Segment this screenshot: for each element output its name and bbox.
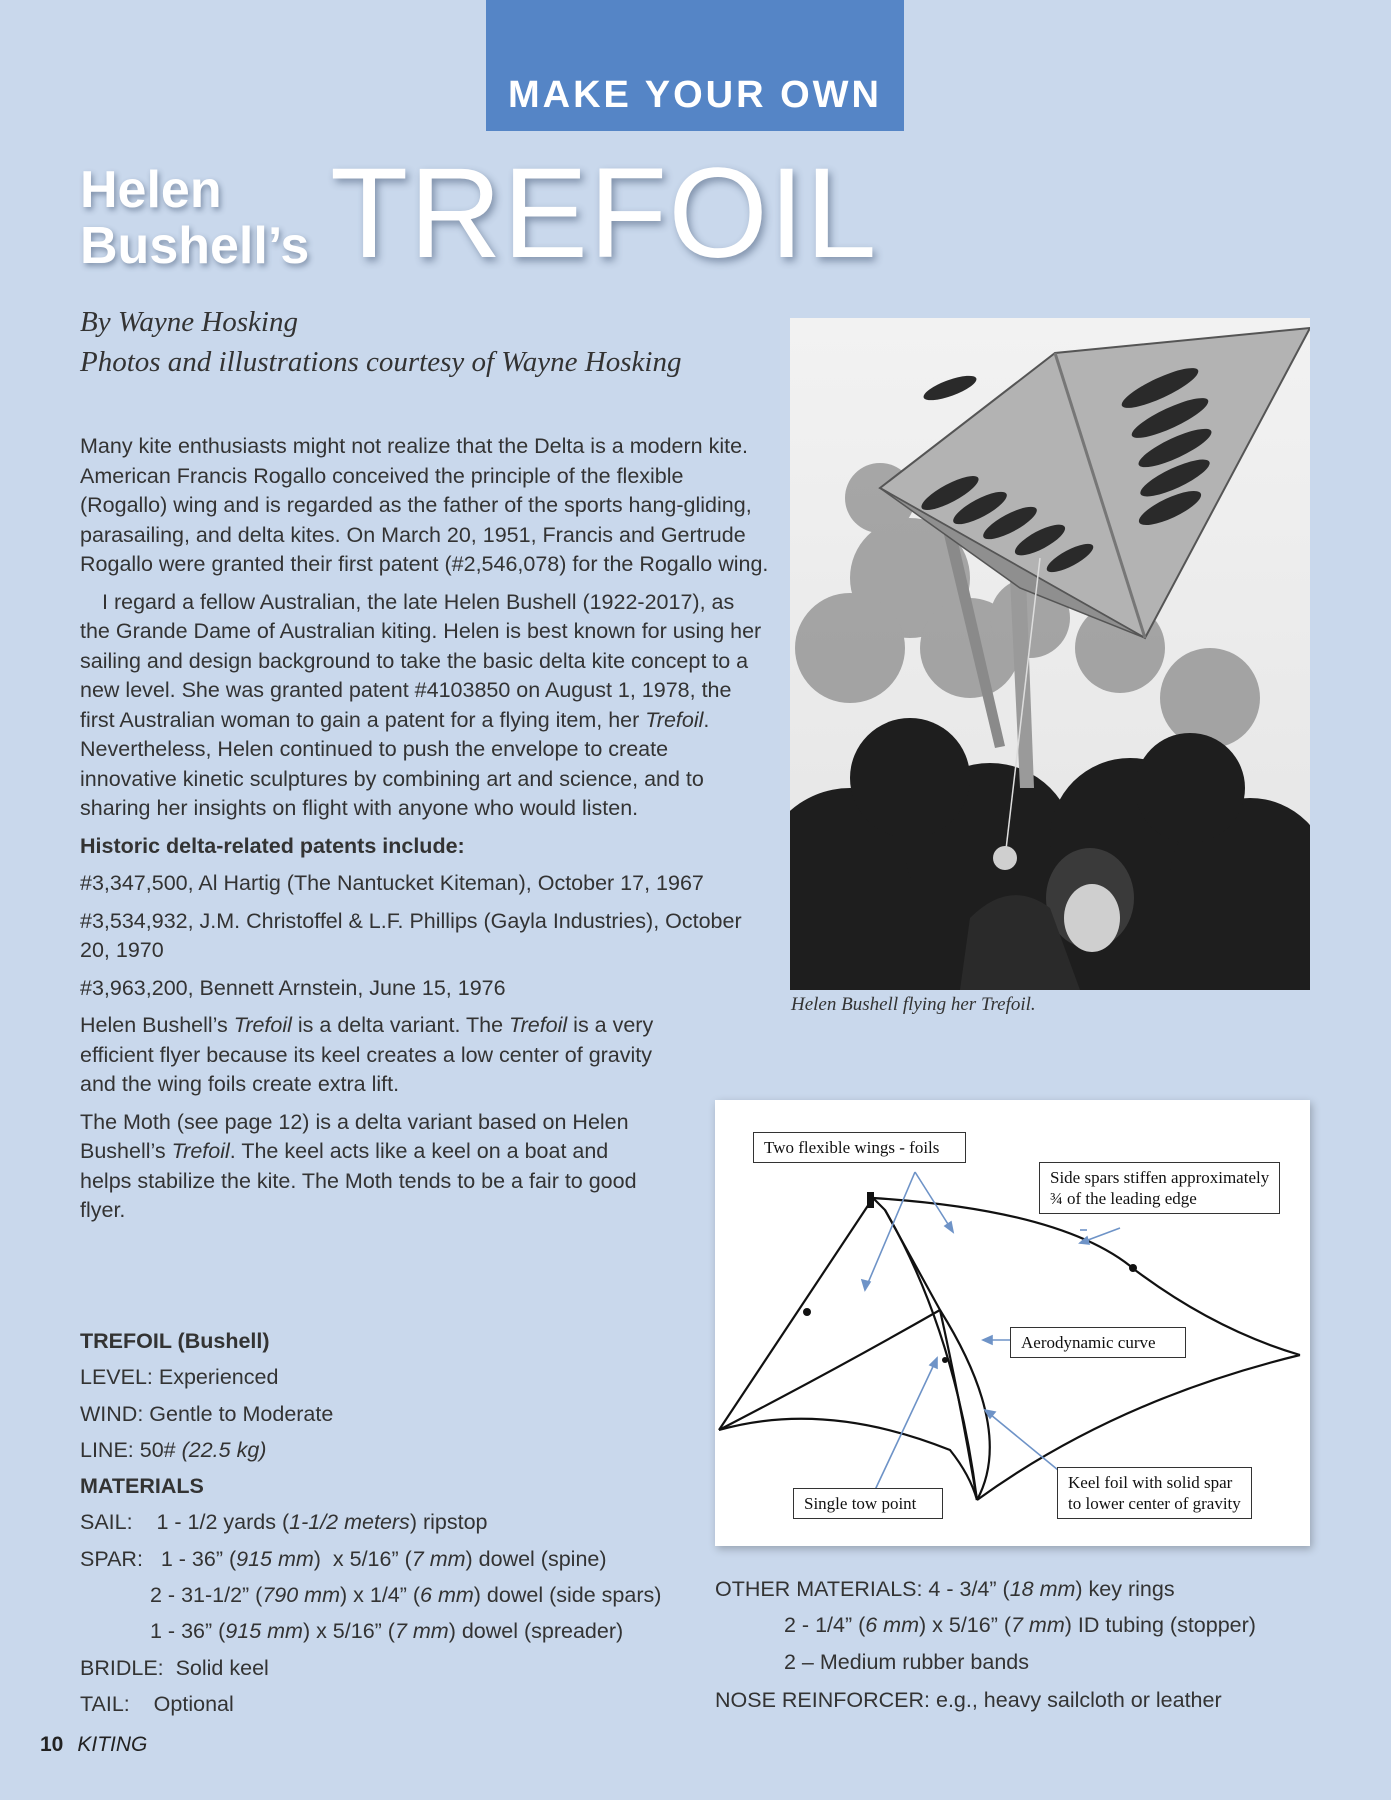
sail-text-a: SAIL: 1 - 1/2 yards (	[80, 1510, 290, 1535]
other2-text-c: ) ID tubing (stopper)	[1064, 1613, 1256, 1638]
other-nose-reinforcer: NOSE REINFORCER: e.g., heavy sailcloth or leather	[715, 1687, 1222, 1712]
spar2-metric-2: 6 mm	[420, 1583, 474, 1608]
diagram-label-curve: Aerodynamic curve	[1010, 1327, 1186, 1358]
other-key-rings	[715, 1571, 1375, 1607]
keel-line-2: to lower center of gravity	[1068, 1494, 1241, 1513]
p4-text-b: . The keel acts like a keel on a boat and helps stabilize the kite. The Moth tends to be a fair to good flyer.	[80, 1139, 637, 1222]
banner-text: MAKE YOUR OWN	[508, 74, 882, 116]
spec-tail: TAIL: Optional	[80, 1691, 234, 1716]
paragraph-2	[80, 588, 770, 824]
other1-metric: 18 mm	[1009, 1577, 1076, 1601]
spec-spar-side	[80, 1577, 720, 1613]
title-line1: Helen	[80, 161, 222, 219]
kite-photo-image	[790, 318, 1310, 990]
kite-photo	[790, 318, 1310, 990]
diagram-label-tow-point: Single tow point	[793, 1488, 943, 1519]
spec-level: LEVEL: Experienced	[80, 1365, 279, 1390]
paragraph-4	[80, 1108, 650, 1226]
page-title: TREFOIL	[330, 142, 878, 285]
magazine-name: KITING	[77, 1733, 148, 1756]
byline-author: By Wayne Hosking	[80, 306, 298, 338]
kite-diagram	[715, 1100, 1310, 1546]
other2-text-a: 2 - 1/4” (	[784, 1613, 866, 1638]
paragraph-3	[80, 1011, 680, 1100]
spec-sail	[80, 1504, 720, 1540]
page-number: 10	[40, 1733, 64, 1756]
p3-text-b: is a delta variant. The	[291, 1013, 510, 1037]
page-footer	[40, 1733, 147, 1757]
spec-spar-spreader	[80, 1613, 720, 1649]
line-metric: (22.5 kg)	[181, 1437, 267, 1462]
spar3-metric-1: 915 mm	[225, 1619, 303, 1644]
spec-name: TREFOIL (Bushell)	[80, 1329, 270, 1353]
other2-metric-1: 6 mm	[865, 1613, 919, 1638]
other-rubber-bands: 2 – Medium rubber bands	[784, 1649, 1030, 1674]
p4-text-a: The Moth (see page 12) is a delta variant based on Helen Bushell’s	[80, 1109, 629, 1163]
p3-text-c: is a very efficient flyer because its keel creates a low center of gravity and the wing foils create extra lift.	[80, 1013, 654, 1096]
spar2-text-c: ) dowel (side spars)	[473, 1583, 662, 1608]
patents-heading: Historic delta-related patents include:	[80, 833, 465, 858]
p3-text-a: Helen Bushell’s	[80, 1013, 234, 1037]
spar2-text-a: 2 - 31-1/2” (	[150, 1583, 263, 1608]
spar1-metric-2: 7 mm	[411, 1546, 466, 1571]
other1-text-b: ) key rings	[1075, 1577, 1175, 1601]
line-text: LINE: 50#	[80, 1437, 182, 1462]
title-line2: Bushell’s	[80, 217, 310, 275]
photo-caption: Helen Bushell flying her Trefoil.	[791, 994, 1036, 1015]
other-tubing	[715, 1607, 1375, 1643]
materials-heading: MATERIALS	[80, 1474, 204, 1499]
other2-metric-2: 7 mm	[1011, 1613, 1065, 1638]
other-materials	[715, 1571, 1375, 1718]
paragraph-1: Many kite enthusiasts might not realize that the Delta is a modern kite. American Francis Rogallo conceived the principle of the flexible (Rogallo) wing and is regarded as the father of the sports hang-gliding, parasailing, and delta kites. On March 20, 1951, Francis and Gertrude Rogallo were granted their first patent (#2,546,078) for the Rogallo wing.	[80, 434, 769, 576]
p2-emphasis: Trefoil	[645, 707, 704, 732]
diagram-label-side-spars	[1039, 1162, 1280, 1214]
sail-text-b: ) ripstop	[409, 1510, 488, 1535]
section-banner	[486, 0, 904, 131]
spar2-text-b: ) x 1/4” (	[340, 1583, 421, 1608]
byline	[80, 302, 681, 382]
spar1-metric-1: 915 mm	[236, 1546, 314, 1571]
kite-specs	[80, 1323, 720, 1722]
p2-text-a: I regard a fellow Australian, the late Helen Bushell (1922-2017), as the Grande Dame of Australian kiting. Helen is best known for using her sailing and design background to take the basic delta kite concept to a new level. She was granted patent #4103850 on August 1, 1978, the first Australian woman to gain a patent for a flying item, her	[80, 589, 762, 732]
side-spars-line-2: ¾ of the leading edge	[1050, 1189, 1197, 1208]
p4-emphasis: Trefoil	[171, 1139, 230, 1163]
other2-text-b: ) x 5/16” (	[919, 1613, 1011, 1638]
spec-bridle: BRIDLE: Solid keel	[80, 1655, 269, 1680]
p3-emphasis-2: Trefoil	[509, 1013, 568, 1037]
sail-metric: 1-1/2 meters	[289, 1510, 410, 1535]
keel-line-1: Keel foil with solid spar	[1068, 1473, 1233, 1492]
spar1-text-b: ) x 5/16” (	[313, 1546, 412, 1571]
other1-text-a: OTHER MATERIALS: 4 - 3/4” (	[715, 1577, 1010, 1601]
p2-text-b: . Nevertheless, Helen continued to push the envelope to create innovative kinetic sculptures by combining art and science, and to sharing her insights on flight with anyone who would listen.	[80, 707, 710, 820]
byline-credit: Photos and illustrations courtesy of Wayne Hosking	[80, 346, 682, 378]
spar2-metric-1: 790 mm	[262, 1583, 340, 1608]
side-spars-line-1: Side spars stiffen approximately	[1050, 1168, 1270, 1187]
diagram-label-keel	[1057, 1467, 1252, 1519]
title-subname	[80, 162, 309, 274]
spar1-text-c: ) dowel (spine)	[465, 1546, 607, 1571]
patent-item: #3,534,932, J.M. Christoffel & L.F. Phillips (Gayla Industries), October 20, 1970	[80, 908, 742, 962]
article-body	[80, 432, 770, 1234]
spar3-text-b: ) x 5/16” (	[302, 1619, 395, 1644]
diagram-label-wings: Two flexible wings - foils	[753, 1132, 966, 1163]
spar1-text-a: SPAR: 1 - 36” (	[80, 1546, 237, 1571]
spec-wind: WIND: Gentle to Moderate	[80, 1401, 334, 1426]
spar3-metric-2: 7 mm	[394, 1619, 449, 1644]
spec-spar-spine	[80, 1541, 720, 1577]
p3-emphasis-1: Trefoil	[233, 1013, 292, 1037]
spar3-text-c: ) dowel (spreader)	[448, 1619, 624, 1644]
spar3-text-a: 1 - 36” (	[150, 1619, 226, 1644]
patent-item: #3,347,500, Al Hartig (The Nantucket Kiteman), October 17, 1967	[80, 871, 704, 895]
spec-line	[80, 1432, 720, 1468]
patent-item: #3,963,200, Bennett Arnstein, June 15, 1976	[80, 975, 506, 1000]
